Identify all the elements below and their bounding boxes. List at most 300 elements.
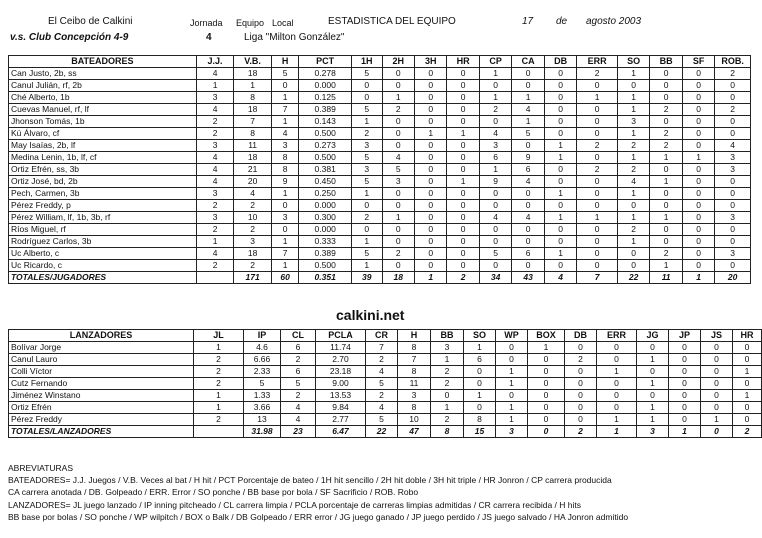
stat-cell: 2 (194, 366, 244, 378)
stat-cell: 10 (234, 212, 272, 224)
stat-cell: 0.450 (299, 176, 352, 188)
date-day: 17 (522, 16, 534, 27)
stat-cell: 4 (512, 104, 544, 116)
stat-cell: 0 (682, 200, 714, 212)
stat-cell: 0 (650, 188, 682, 200)
stat-cell: 1 (352, 188, 382, 200)
stat-cell: 0 (565, 402, 597, 414)
batting-row (9, 116, 751, 128)
stat-cell: 0 (577, 248, 618, 260)
stat-cell: 0 (479, 188, 511, 200)
stat-cell: 3 (196, 188, 234, 200)
stat-cell: 5 (366, 378, 398, 390)
stat-cell: 0 (479, 200, 511, 212)
stat-cell: 1 (352, 116, 382, 128)
stat-cell: 2 (715, 68, 751, 80)
stat-cell: 0 (617, 80, 649, 92)
stat-cell: 0 (352, 200, 382, 212)
player-name: May Isaías, 2b, lf (9, 140, 197, 152)
pitching-row (9, 342, 762, 354)
stat-cell: 2 (366, 390, 398, 402)
equipo-label: Equipo (236, 18, 265, 28)
stat-cell: 0 (414, 260, 446, 272)
stat-cell: 1 (650, 176, 682, 188)
stat-cell: 2 (196, 128, 234, 140)
stat-cell: 0 (682, 212, 714, 224)
stat-cell: 13.53 (316, 390, 366, 402)
stat-cell: 43 (512, 272, 544, 284)
stat-cell: 2 (194, 354, 244, 366)
stat-cell: 1 (496, 366, 528, 378)
stat-cell: 1 (271, 188, 298, 200)
stat-cell: 0 (650, 116, 682, 128)
stat-cell: 6 (512, 248, 544, 260)
stat-cell: 0 (544, 176, 576, 188)
stat-cell: 0 (701, 342, 733, 354)
stat-cell: 1 (464, 342, 496, 354)
stat-cell: 1 (544, 188, 576, 200)
stat-cell: 1 (194, 390, 244, 402)
stat-cell: 0 (528, 426, 565, 438)
stat-cell: 0 (271, 200, 298, 212)
batting-row (9, 128, 751, 140)
stat-cell: 3 (715, 164, 751, 176)
stat-cell: 0 (650, 236, 682, 248)
stat-cell: 0 (577, 200, 618, 212)
stat-cell: 8 (398, 402, 431, 414)
player-name: TOTALES/JUGADORES (9, 272, 197, 284)
stat-cell: 5 (352, 152, 382, 164)
stat-cell: 1 (528, 342, 565, 354)
stat-cell: 0 (650, 200, 682, 212)
stat-cell: 2 (577, 140, 618, 152)
stat-cell: 0 (617, 200, 649, 212)
column-header: JS (701, 330, 733, 342)
player-name: Uc Ricardo, c (9, 260, 197, 272)
stat-cell: 0 (577, 188, 618, 200)
stat-cell: 0 (447, 248, 479, 260)
stat-cell: 4 (617, 176, 649, 188)
stat-cell: 1 (577, 212, 618, 224)
stat-cell: 0 (682, 164, 714, 176)
abbreviations-line: BB base por bolas / SO ponche / WP wilpitch / BOX o Balk / DB Golpeado / ERR error / JG juego ganado / JP juego perdido / JS juego salvado / HA Jonron admitido (8, 511, 629, 522)
stat-cell: 0 (544, 260, 576, 272)
stat-cell: 0 (669, 378, 701, 390)
stat-cell: 0 (733, 378, 762, 390)
stat-cell: 0 (650, 68, 682, 80)
stat-cell: 0 (447, 140, 479, 152)
stat-cell: 0 (528, 378, 565, 390)
stat-cell: 2 (196, 116, 234, 128)
stat-cell: 2 (234, 260, 272, 272)
column-header: LANZADORES (9, 330, 194, 342)
stat-cell: 0 (577, 176, 618, 188)
batting-row (9, 152, 751, 164)
stat-cell (196, 272, 234, 284)
stat-cell: 6 (464, 354, 496, 366)
stat-cell: 0 (701, 426, 733, 438)
stat-cell: 0 (382, 260, 414, 272)
stat-cell: 6 (281, 366, 316, 378)
stat-cell: 3.66 (244, 402, 281, 414)
stat-cell: 8 (464, 414, 496, 426)
stat-cell: 3 (431, 342, 464, 354)
player-name: Jhonson Tomás, 1b (9, 116, 197, 128)
stat-cell: 22 (366, 426, 398, 438)
stat-cell: 34 (479, 272, 511, 284)
stat-cell: 4 (196, 248, 234, 260)
stat-cell: 2 (479, 104, 511, 116)
stat-cell: 0 (544, 236, 576, 248)
stat-cell: 23 (281, 426, 316, 438)
stat-cell: 0.389 (299, 104, 352, 116)
stat-cell: 1 (617, 236, 649, 248)
stat-cell: 11 (398, 378, 431, 390)
stat-cell: 0 (682, 140, 714, 152)
pitching-totals-row (9, 426, 762, 438)
stat-cell: 0 (414, 248, 446, 260)
stat-cell: 1 (617, 212, 649, 224)
stat-cell: 0.500 (299, 152, 352, 164)
stat-cell: 7 (271, 104, 298, 116)
stat-cell: 0 (682, 236, 714, 248)
player-name: Ché Alberto, 1b (9, 92, 197, 104)
stat-cell: 0 (382, 140, 414, 152)
column-header: BB (431, 330, 464, 342)
stat-cell: 1 (194, 402, 244, 414)
stat-cell: 1 (682, 152, 714, 164)
stat-cell: 2 (196, 260, 234, 272)
stat-cell: 0 (715, 224, 751, 236)
stat-cell: 4 (544, 272, 576, 284)
stat-cell: 3 (271, 212, 298, 224)
stat-cell: 3 (617, 116, 649, 128)
stat-cell: 0 (528, 366, 565, 378)
stat-cell: 2 (715, 104, 751, 116)
stat-cell: 0 (512, 200, 544, 212)
stat-cell: 0 (682, 104, 714, 116)
stat-cell: 13 (244, 414, 281, 426)
stat-cell: 4 (196, 104, 234, 116)
stat-cell: 5 (271, 68, 298, 80)
matchup: v.s. Club Concepción 4-9 (10, 32, 129, 43)
stat-cell: 0 (715, 236, 751, 248)
stat-cell: 2 (366, 354, 398, 366)
stat-cell: 0 (544, 116, 576, 128)
stat-cell: 2.33 (244, 366, 281, 378)
stat-cell: 0.278 (299, 68, 352, 80)
batting-row (9, 104, 751, 116)
stat-cell: 20 (234, 176, 272, 188)
batting-row (9, 164, 751, 176)
stat-cell: 0 (544, 104, 576, 116)
batting-totals-row (9, 272, 751, 284)
column-header: HR (733, 330, 762, 342)
player-name: Pérez Freddy, p (9, 200, 197, 212)
stat-cell: 0 (701, 354, 733, 366)
pitching-row (9, 366, 762, 378)
stat-cell: 0 (733, 414, 762, 426)
stat-cell: 3 (715, 248, 751, 260)
stat-cell: 0 (682, 80, 714, 92)
stat-cell: 1 (597, 366, 637, 378)
stat-cell: 5 (244, 378, 281, 390)
column-header: CA (512, 56, 544, 68)
stat-cell: 0 (544, 224, 576, 236)
stat-cell: 2.70 (316, 354, 366, 366)
stat-cell: 0 (512, 236, 544, 248)
stat-cell: 7 (577, 272, 618, 284)
stat-cell: 9 (271, 176, 298, 188)
stat-cell: 2 (447, 272, 479, 284)
stat-cell: 0 (544, 164, 576, 176)
stat-cell: 0 (528, 390, 565, 402)
stat-cell: 171 (234, 272, 272, 284)
stat-cell: 3 (352, 140, 382, 152)
stat-cell: 4 (281, 402, 316, 414)
stat-cell: 4 (512, 176, 544, 188)
player-name: Canul Julián, rf, 2b (9, 80, 197, 92)
player-name: Colli Víctor (9, 366, 194, 378)
stat-cell: 4 (281, 414, 316, 426)
stat-cell: 8 (271, 152, 298, 164)
stat-cell: 0.300 (299, 212, 352, 224)
stat-cell: 0 (382, 80, 414, 92)
stat-cell: 5 (281, 378, 316, 390)
stat-cell: 0 (715, 116, 751, 128)
stat-cell: 0 (447, 188, 479, 200)
stat-cell: 0 (352, 224, 382, 236)
stat-cell: 0.273 (299, 140, 352, 152)
local-label: Local (272, 18, 294, 28)
stat-cell: 1 (496, 402, 528, 414)
stat-cell: 0 (637, 390, 669, 402)
player-name: Kú Álvaro, cf (9, 128, 197, 140)
stat-cell: 0 (682, 176, 714, 188)
column-header: SO (617, 56, 649, 68)
stat-cell: 0 (414, 236, 446, 248)
player-name: Uc Alberto, c (9, 248, 197, 260)
stat-cell: 2 (196, 224, 234, 236)
stat-cell: 2 (352, 128, 382, 140)
abbreviations-line: BATEADORES= J.J. Juegos / V.B. Veces al bat / H hit / PCT Porcentaje de bateo / 1H hit sencillo / 2H hit doble / 3H hit triple / HR Jonron / CP carrera producida (8, 475, 612, 486)
stat-cell: 22 (617, 272, 649, 284)
column-header: ERR (577, 56, 618, 68)
stat-cell: 0 (597, 354, 637, 366)
stat-cell: 0 (669, 402, 701, 414)
stat-cell: 0 (577, 116, 618, 128)
player-name: Pech, Carmen, 3b (9, 188, 197, 200)
stat-cell: 0 (382, 200, 414, 212)
stat-cell: 0 (577, 104, 618, 116)
stat-cell: 0 (715, 200, 751, 212)
stat-cell: 1 (637, 414, 669, 426)
stat-cell: 1 (479, 68, 511, 80)
liga-name: Liga "Milton González" (244, 32, 345, 43)
stat-cell: 0 (650, 164, 682, 176)
stat-cell: 5 (512, 128, 544, 140)
stat-cell: 0 (431, 390, 464, 402)
batting-row (9, 188, 751, 200)
stat-cell: 0 (733, 354, 762, 366)
stat-cell: 2 (382, 104, 414, 116)
stat-cell: 0 (496, 390, 528, 402)
stat-cell: 0 (565, 390, 597, 402)
stat-cell: 0 (382, 188, 414, 200)
stat-cell: 0 (528, 354, 565, 366)
stat-cell: 0 (733, 402, 762, 414)
stat-cell: 2 (733, 426, 762, 438)
stat-cell: 0 (382, 128, 414, 140)
stat-cell: 0 (715, 176, 751, 188)
stat-cell: 11 (234, 140, 272, 152)
stat-cell: 0 (414, 200, 446, 212)
stat-cell: 0 (414, 176, 446, 188)
stat-cell: 0 (464, 366, 496, 378)
column-header: CL (281, 330, 316, 342)
stat-cell: 0 (637, 342, 669, 354)
batting-row (9, 92, 751, 104)
column-header: PCLA (316, 330, 366, 342)
stat-cell: 4 (366, 366, 398, 378)
stat-cell: 0 (637, 366, 669, 378)
stat-cell: 8 (234, 128, 272, 140)
pitching-row (9, 402, 762, 414)
stat-cell: 4 (366, 402, 398, 414)
stat-cell: 0 (447, 152, 479, 164)
player-name: Pérez William, lf, 1b, 3b, rf (9, 212, 197, 224)
stat-cell: 5 (352, 104, 382, 116)
stat-cell: 31.98 (244, 426, 281, 438)
column-header: CP (479, 56, 511, 68)
stat-cell: 2 (650, 104, 682, 116)
pitching-row (9, 390, 762, 402)
stat-cell: 0 (271, 224, 298, 236)
stat-cell: 0 (715, 260, 751, 272)
stat-cell: 1 (733, 366, 762, 378)
player-name: TOTALES/LANZADORES (9, 426, 194, 438)
stat-cell: 0 (414, 68, 446, 80)
stat-cell: 4 (512, 212, 544, 224)
stat-cell: 0 (597, 378, 637, 390)
stat-cell: 7 (366, 342, 398, 354)
stat-cell: 4 (715, 140, 751, 152)
stat-cell: 0 (447, 92, 479, 104)
abbreviations-line: LANZADORES= JL juego lanzado / IP inning pitcheado / CL carrera limpia / PCLA porcentaje de carreras limpias admitidas / CR carrera recibida / H hits (8, 499, 581, 510)
stat-cell: 0 (577, 80, 618, 92)
player-name: Ortiz Efrén, ss, 3b (9, 164, 197, 176)
stat-cell: 0 (701, 402, 733, 414)
stat-cell: 0.000 (299, 80, 352, 92)
stat-cell: 4 (271, 128, 298, 140)
stat-cell: 0 (447, 80, 479, 92)
column-header: 2H (382, 56, 414, 68)
column-header: BATEADORES (9, 56, 197, 68)
stat-cell: 4 (479, 128, 511, 140)
stat-cell: 0 (682, 188, 714, 200)
abbreviations (8, 462, 758, 523)
stat-cell: 0 (544, 128, 576, 140)
stat-cell: 0 (577, 236, 618, 248)
stat-cell: 0.143 (299, 116, 352, 128)
stat-cell: 2 (281, 390, 316, 402)
stat-cell: 0 (528, 414, 565, 426)
stat-cell: 18 (234, 68, 272, 80)
stat-cell: 1 (194, 342, 244, 354)
stat-cell: 4 (382, 152, 414, 164)
stat-cell: 0 (447, 200, 479, 212)
stat-cell: 1 (544, 140, 576, 152)
stat-cell: 0 (701, 378, 733, 390)
stat-cell: 0 (447, 224, 479, 236)
page-title: ESTADISTICA DEL EQUIPO (328, 16, 456, 27)
stat-cell: 18 (234, 104, 272, 116)
stat-cell: 6.66 (244, 354, 281, 366)
stat-cell: 0 (512, 140, 544, 152)
stat-cell: 1 (271, 236, 298, 248)
stat-cell: 1 (431, 402, 464, 414)
stat-cell: 9.84 (316, 402, 366, 414)
stat-cell: 1 (464, 390, 496, 402)
abbreviations-title: ABREVIATURAS (8, 463, 74, 473)
player-name: Medina Lenin, 1b, lf, cf (9, 152, 197, 164)
stat-cell: 1 (617, 188, 649, 200)
column-header: 1H (352, 56, 382, 68)
stat-cell: 6 (479, 152, 511, 164)
stat-cell: 1 (414, 272, 446, 284)
stat-cell: 0 (414, 152, 446, 164)
batting-header-row (9, 56, 751, 68)
stat-cell: 4 (234, 188, 272, 200)
stat-cell: 0 (577, 260, 618, 272)
stat-cell: 2 (234, 200, 272, 212)
stat-cell: 1 (447, 176, 479, 188)
stat-cell: 0 (447, 212, 479, 224)
stat-cell: 1 (196, 236, 234, 248)
stat-cell: 1 (617, 92, 649, 104)
stat-cell: 0 (701, 366, 733, 378)
stat-cell: 0 (650, 80, 682, 92)
stat-cell: 1 (733, 390, 762, 402)
stat-cell: 0 (496, 342, 528, 354)
stat-cell: 3 (496, 426, 528, 438)
stat-cell: 47 (398, 426, 431, 438)
column-header: PCT (299, 56, 352, 68)
stat-cell: 3 (352, 164, 382, 176)
column-header: HR (447, 56, 479, 68)
stat-cell: 0 (669, 414, 701, 426)
stat-cell: 0 (414, 212, 446, 224)
column-header: V.B. (234, 56, 272, 68)
stat-cell: 0 (701, 390, 733, 402)
stat-cell: 3 (715, 152, 751, 164)
column-header: JL (194, 330, 244, 342)
batting-row (9, 248, 751, 260)
stat-cell: 0.000 (299, 224, 352, 236)
stat-cell: 2 (196, 200, 234, 212)
player-name: Ríos Miguel, rf (9, 224, 197, 236)
stat-cell: 5 (352, 176, 382, 188)
stat-cell: 0 (682, 92, 714, 104)
stat-cell: 4 (196, 176, 234, 188)
stat-cell: 8 (398, 342, 431, 354)
stat-cell: 8 (431, 426, 464, 438)
stat-cell: 1 (650, 260, 682, 272)
column-header: H (398, 330, 431, 342)
stat-cell: 3 (271, 140, 298, 152)
stat-cell: 0 (682, 68, 714, 80)
player-name: Rodríguez Carlos, 3b (9, 236, 197, 248)
